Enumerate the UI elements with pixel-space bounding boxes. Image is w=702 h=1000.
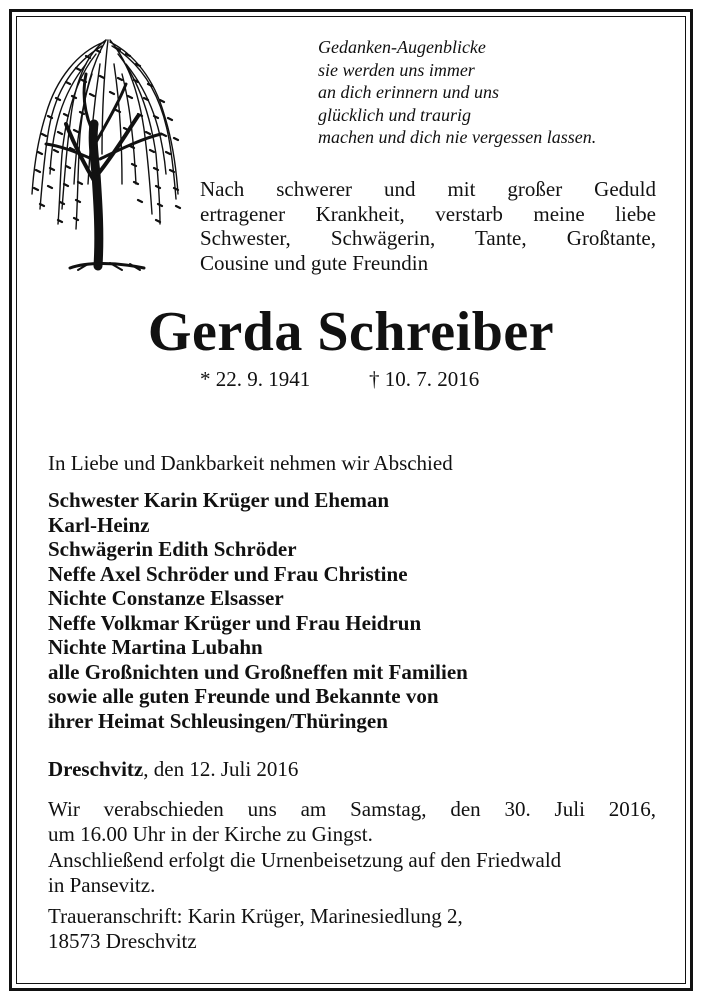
poem-line: Gedanken-Augenblicke [318, 37, 486, 57]
mourning-address [48, 904, 656, 953]
mourner-line: ihrer Heimat Schleusingen/Thüringen [48, 708, 388, 733]
mourner-line: Neffe Axel Schröder und Frau Christine [48, 561, 408, 586]
mourner-line: alle Großnichten und Großneffen mit Familien [48, 659, 468, 684]
intro-line: ertragener Krankheit, verstarb meine liebe [200, 201, 656, 226]
death-date: † 10. 7. 2016 [369, 367, 480, 391]
deceased-name: Gerda Schreiber [147, 301, 555, 363]
place-name: Dreschvitz [48, 757, 144, 781]
mourner-line: sowie alle guten Freunde und Bekannte von [48, 684, 439, 708]
place-date-line [48, 757, 298, 782]
intro-paragraph [200, 177, 656, 275]
poem-line: sie werden uns immer [318, 59, 475, 80]
mourner-line: Karl-Heinz [48, 512, 150, 537]
intro-line: Nach schwerer und mit großer Geduld [200, 177, 656, 201]
mourner-line: Neffe Volkmar Krüger und Frau Heidrun [48, 610, 422, 635]
service-paragraph [48, 797, 656, 846]
mourner-line: Nichte Constanze Elsasser [48, 586, 284, 610]
service-line: um 16.00 Uhr in der Kirche zu Gingst. [48, 821, 373, 846]
poem-line: glücklich und traurig [318, 104, 471, 125]
farewell-line: In Liebe und Dankbarkeit nehmen wir Abschied [48, 451, 453, 475]
burial-line: Anschließend erfolgt die Urnenbeisetzung auf den Friedwald [48, 848, 562, 872]
mourners-list [48, 488, 468, 733]
birth-date: * 22. 9. 1941 [200, 367, 311, 391]
poem-line: an dich erinnern und uns [318, 82, 499, 102]
mourner-line: Schwester Karin Krüger und Eheman [48, 488, 390, 512]
date-text: , den 12. Juli 2016 [143, 757, 299, 781]
mourner-line: Schwägerin Edith Schröder [48, 537, 297, 561]
burial-line: in Pansevitz. [48, 872, 156, 897]
mourner-line: Nichte Martina Lubahn [48, 635, 263, 659]
address-line: Traueranschrift: Karin Krüger, Marinesiedlung 2, [48, 904, 463, 928]
intro-line: Cousine und gute Freundin [200, 250, 429, 275]
poem [318, 36, 678, 149]
weeping-willow-icon [26, 34, 188, 272]
service-line: Wir verabschieden uns am Samstag, den 30. Juli 2016, [48, 797, 656, 821]
poem-line: machen und dich nie vergessen lassen. [318, 127, 597, 147]
intro-line: Schwester, Schwägerin, Tante, Großtante, [200, 226, 656, 250]
address-line: 18573 Dreschvitz [48, 928, 197, 953]
burial-paragraph [48, 848, 656, 897]
